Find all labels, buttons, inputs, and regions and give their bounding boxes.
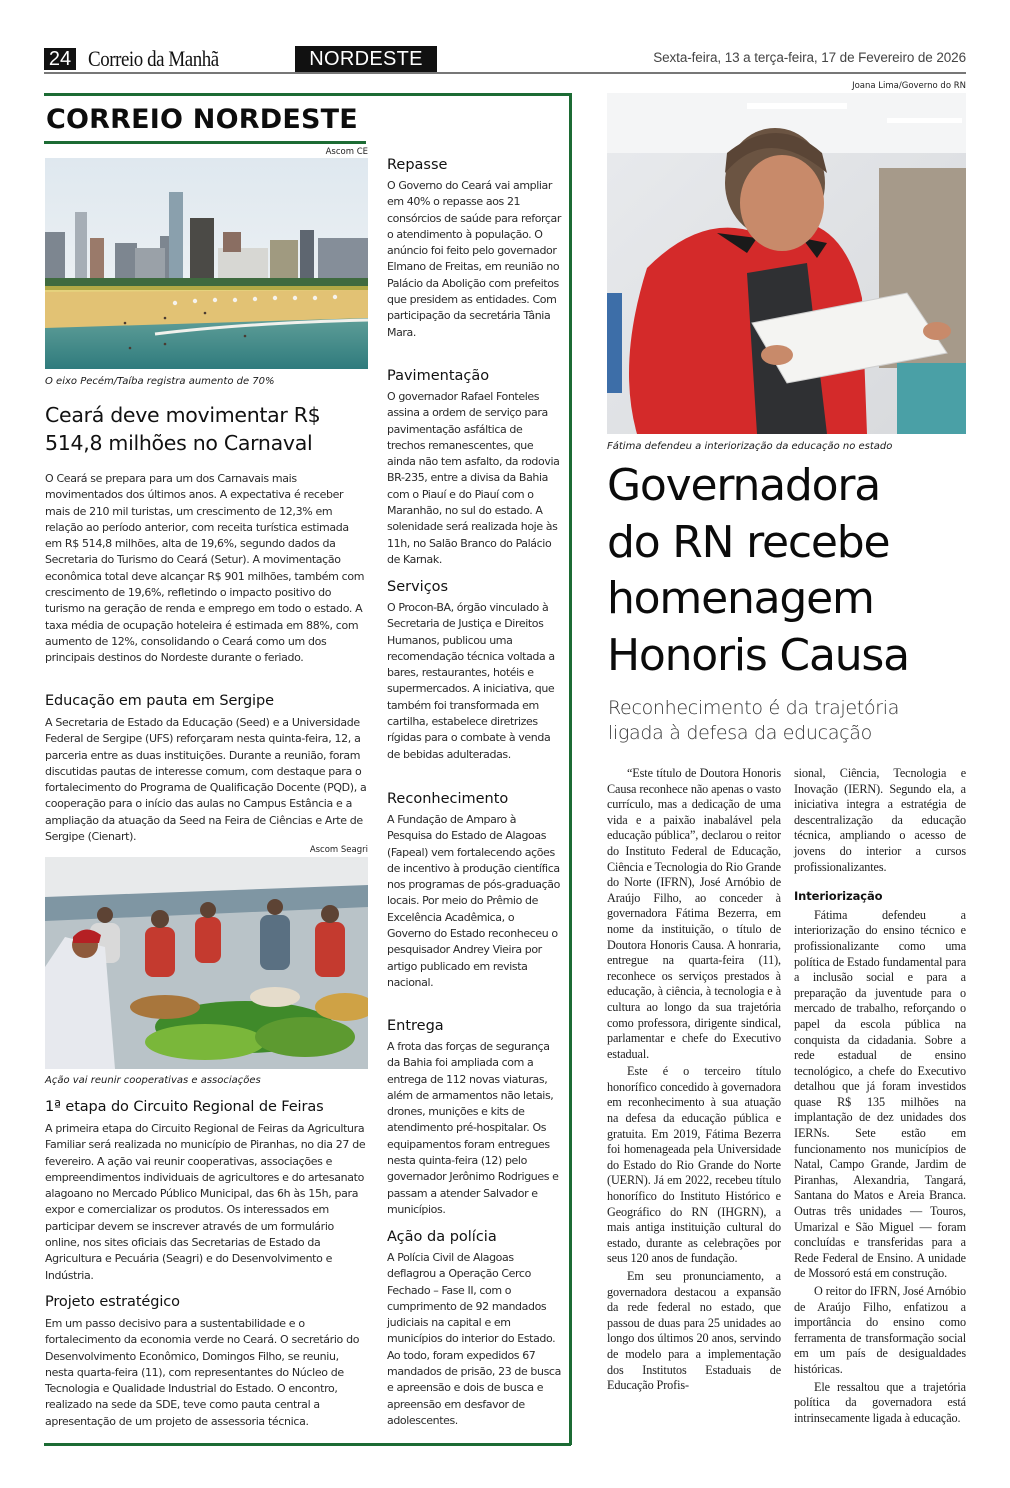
box-frame-bottom	[44, 1443, 571, 1446]
headline-line: Governadora	[607, 460, 880, 511]
headline-line: Honoris Causa	[607, 629, 909, 681]
photo-caption: Fátima defendeu a interiorização da educação no estado	[607, 441, 893, 452]
brief-title: Entrega	[387, 1018, 444, 1034]
sergipe-title: Educação em pauta em Sergipe	[45, 693, 274, 709]
feiras-body: A primeira etapa do Circuito Regional de Feiras da Agricultura Familiar será realizada no município de Piranhas, no dia 27 de fevereiro. A ação vai reunir cooperativas, associações e empreendimentos individuais de agricultores e do artesanato alagoano no Mercado Público Municipal, das 6h às 15h, para expor e comercializar os produtos. Os interessados em participar devem se inscrever através de um formulário online, nos sites oficiais das Secretarias de Estado da Agricultura e Pecuária (Seagri) e do Desenvolvimento e Indústria.	[45, 1122, 366, 1282]
deck-line: Reconhecimento é da trajetória	[608, 697, 900, 719]
photo-caption: O eixo Pecém/Taíba registra aumento de 70%	[45, 376, 275, 387]
deck-line: ligada à defesa da educação	[608, 722, 872, 744]
governor-diploma-photo	[607, 93, 966, 434]
headline-line: do RN recebe	[607, 516, 890, 568]
edition-date: Sexta-feira, 13 a terça-feira, 17 de Fevereiro de 2026	[653, 50, 966, 65]
projeto-title: Projeto estratégico	[45, 1294, 180, 1310]
beach-skyline-photo	[45, 158, 368, 369]
brief-title: Serviços	[387, 579, 449, 595]
brief-body: A Polícia Civil de Alagoas deflagrou a Operação Cerco Fechado – Fase II, com o cumprimento de 92 mandados judiciais na capital e em municípios do interior do Estado. Ao todo, foram expedidos 67 mandados de prisão, 23 de busca e apreensão e dois de busca e apreensão em desfavor de adolescentes.	[387, 1251, 561, 1427]
paragraph: sional, Ciência, Tecnologia e Inovação (IERN). Segundo ela, a iniciativa integra a estratégia de descentralização da educação técnica, ampliando o acesso de jovens do interior a cursos profissionalizantes.	[794, 766, 966, 874]
box-frame-right	[569, 93, 572, 1445]
brief-body: A Fundação de Amparo à Pesquisa do Estado de Alagoas (Fapeal) vem fortalecendo ações de incentivo à produção científica nos programas de pós-graduação locais. Por meio do Prêmio de Excelência Acadêmica, o Governo do Estado reconheceu o pesquisador Andrey Vieira por artigo publicado em revista nacional.	[387, 813, 560, 989]
section-label: NORDESTE	[295, 46, 437, 72]
lead-headline	[45, 401, 365, 457]
box-title-underline	[44, 141, 366, 144]
feiras-title: 1ª etapa do Circuito Regional de Feiras	[45, 1099, 324, 1115]
paragraph: Ele ressaltou que a trajetória política da governadora está intrinsecamente ligada à educação.	[794, 1379, 966, 1425]
masthead-divider	[44, 72, 966, 74]
feature-column-2	[794, 766, 966, 1428]
photo-credit: Ascom Seagri	[309, 845, 368, 855]
sergipe-body: A Secretaria de Estado da Educação (Seed) e a Universidade Federal de Sergipe (UFS) reforçaram nesta quinta-feira, 12, a parceria entre as duas instituições. Durante a reunião, foram discutidas pautas de interesse comum, com destaque para o fortalecimento do Programa de Qualificação Docente (PQD), a cooperação para o início das aulas no Campus Estância e a ampliação da atuação da Seed na Feira de Ciências e Arte de Sergipe (Cienart).	[45, 716, 367, 844]
box-title: CORREIO NORDESTE	[46, 104, 358, 135]
paragraph: Fátima defendeu a interiorização do ensino técnico e profissionalizante como uma política de Estado fundamental para a inclusão social e para a preparação da juventude para o mercado de trabalho, reforçando o papel da escola pública na conquista da cidadania. Sobre a rede estadual de ensino tecnológico, a chefe do Executivo detalhou que já foram investidos quase R$ 135 milhões na implantação de dez unidades dos IERNs. Sete estão em funcionamento nos municípios de Natal, Campo Grande, Jardim de Piranhas, Alexandria, Tangará, Santana do Matos e Areia Branca. Outras três unidades — Touros, Umarizal e São Miguel — foram concluídas e transferidas para a Rede Federal de Ensino. A unidade de Mossoró está em construção.	[794, 907, 966, 1281]
publication-logo: Correio da Manhã	[88, 46, 219, 71]
photo-credit: Joana Lima/Governo do RN	[852, 81, 966, 91]
feature-deck	[608, 696, 968, 746]
brief-body: O Procon-BA, órgão vinculado à Secretaria de Justiça e Direitos Humanos, publicou uma recomendação técnica voltada a bares, restaurantes, hotéis e supermercados. A iniciativa, que também foi transformada em cartilha, estabelece diretrizes rígidas para o combate à venda de bebidas adulteradas.	[387, 601, 555, 761]
feature-headline	[607, 458, 977, 684]
brief-title: Repasse	[387, 157, 448, 173]
lead-body: O Ceará se prepara para um dos Carnavais mais movimentados dos últimos anos. A expectativa é receber mais de 210 mil turistas, um crescimento de 12,3% em relação ao período anterior, com receita turística estimada em R$ 514,8 milhões, alta de 19,6%, segundo dados da Secretaria do Turismo do Ceará (Setur). A movimentação econômica total deve alcançar R$ 901 milhões, também com crescimento de 19,6%, refletindo o impacto positivo do turismo na geração de renda e emprego em todo o estado. A taxa média de ocupação hoteleira é estimada em 88%, com aumento de 12%, consolidando o Ceará como um dos principais destinos do Nordeste durante o feriado.	[45, 472, 365, 665]
headline-line: homenagem	[607, 573, 874, 624]
brief-title: Ação da polícia	[387, 1229, 497, 1245]
paragraph: “Este título de Doutora Honoris Causa reconhece não apenas o vasto currículo, mas a dedicação de uma vida e a paixão inabalável pela educação pública”, declarou o reitor do Instituto Federal de Educação, Ciência e Tecnologia do Rio Grande do Norte (IFRN), José Arnóbio de Araújo Filho, ao conceder à governadora Fátima Bezerra, em nome da instituição, o título de Doutora Honoris Causa. A honraria, entregue na quarta-feira (11), reconhece os serviços prestados à educação, à ciência, à tecnologia e à cultura ao longo da sua trajetória como professora, dirigente sindical, parlamentar e chefe do Executivo estadual.	[607, 766, 781, 1061]
paragraph: Este é o terceiro título honorífico concedido à governadora em reconhecimento à sua atuação na defesa da educação pública e gratuita. Em 2019, Fátima Bezerra foi homenageada pela Universidade do Estado do Rio Grande do Norte (UERN). Já em 2022, recebeu título honorífico do Instituto Histórico e Geográfico do RN (IHGRN), a mais antiga instituição cultural do estado, durante as celebrações por seus 120 anos de fundação.	[607, 1064, 781, 1266]
box-frame-top	[44, 93, 571, 96]
feature-column-1	[607, 766, 781, 1396]
photo-credit: Ascom CE	[325, 147, 368, 157]
lead-headline-line: 514,8 milhões no Carnaval	[45, 431, 313, 455]
paragraph: O reitor do IFRN, José Arnóbio de Araújo Filho, enfatizou a importância do ensino como ferramenta de transformação social em um país de desigualdades históricas.	[794, 1284, 966, 1376]
brief-body: A frota das forças de segurança da Bahia foi ampliada com a entrega de 112 novas viaturas, além de armamentos não letais, drones, munições e kits de atendimento pré-hospitalar. Os equipamentos foram entregues nesta quinta-feira (12) pelo governador Jerônimo Rodrigues e passam a atender Salvador e municípios.	[387, 1040, 559, 1216]
brief-body: O Governo do Ceará vai ampliar em 40% o repasse aos 21 consórcios de saúde para reforçar o atendimento à população. O anúncio foi feito pelo governador Elmano de Freitas, em reunião no Palácio da Abolição com prefeitos que presidem as entidades. Com participação da secretária Tânia Mara.	[387, 179, 562, 339]
page-number: 24	[44, 48, 76, 70]
interiorizacao-subhead: Interiorização	[794, 889, 883, 904]
market-vegetables-photo	[45, 857, 368, 1069]
paragraph: Em seu pronunciamento, a governadora destacou a expansão da rede federal no estado, que passou de duas para 25 unidades ao longo dos últimos 20 anos, servindo de modelo para a implementação dos Institutos Estaduais de Educação Profis-	[607, 1269, 781, 1393]
brief-body: O governador Rafael Fonteles assina a ordem de serviço para pavimentação asfáltica de trechos remanescentes, que ainda não tem asfalto, da rodovia BR-235, entre a divisa da Bahia com o Piauí e do Piauí com o Maranhão, no sul do estado. A solenidade será realizada hoje às 11h, no Salão Branco do Palácio de Karnak.	[387, 390, 560, 566]
masthead	[44, 46, 966, 72]
brief-title: Reconhecimento	[387, 791, 509, 807]
lead-headline-line: Ceará deve movimentar R$	[45, 403, 321, 427]
brief-title: Pavimentação	[387, 368, 490, 384]
photo-caption: Ação vai reunir cooperativas e associações	[45, 1075, 261, 1086]
projeto-body: Em um passo decisivo para a sustentabilidade e o fortalecimento da economia verde no Ceará. O secretário do Desenvolvimento Econômico, Domingos Filho, se reuniu, nesta quarta-feira (11), com representantes do Núcleo de Tecnologia e Qualidade Industrial do Estado. O encontro, realizado na sede da SDE, teve como pauta central a apresentação de um projeto de assessoria técnica.	[45, 1317, 360, 1428]
